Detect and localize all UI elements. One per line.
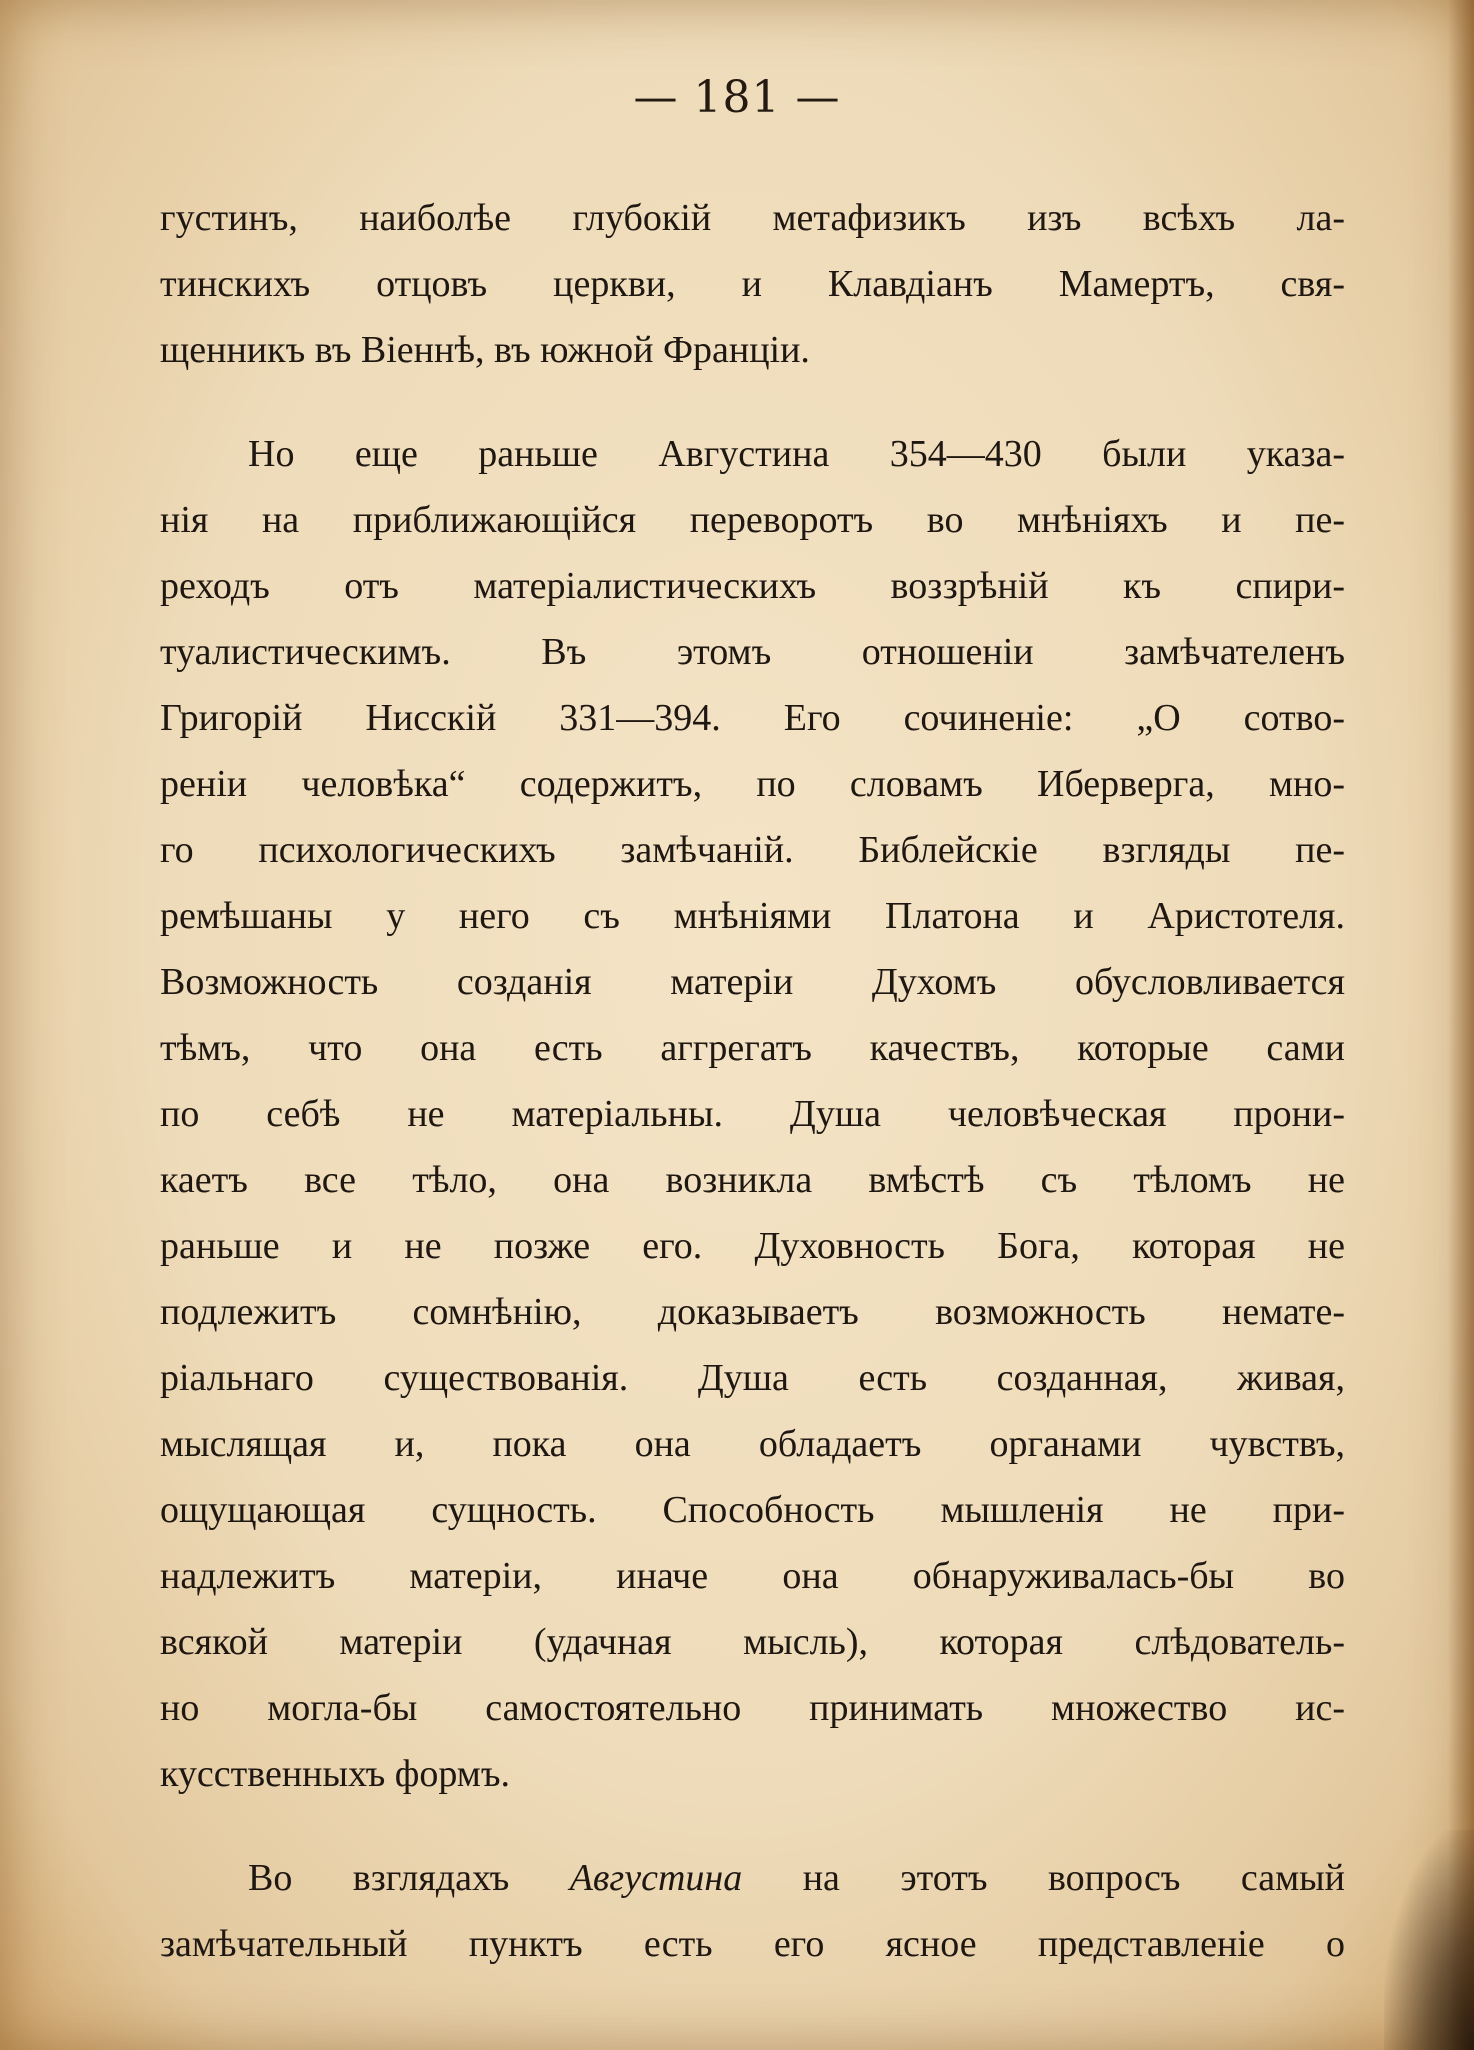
page-edge-shading [1448,0,1474,2050]
text-segment: на этотъ вопросъ самый [802,1857,1345,1899]
text-line: мыслящая и, пока она обладаетъ органами чувствъ, [160,1423,1345,1465]
paragraph [160,421,1345,1807]
text-line: густинъ, наиболѣе глубокій метафизикъ изъ всѣхъ ла- [160,197,1345,239]
text-line: ощущающая сущность. Способность мышленія не при- [160,1489,1345,1531]
paragraph [160,185,1345,383]
text-line: туалистическимъ. Въ этомъ отношеніи замѣчателенъ [160,631,1345,673]
emphasized-name: Августина [569,1857,743,1899]
text-line: подлежитъ сомнѣнію, доказываетъ возможность немате- [160,1291,1345,1333]
text-line: каетъ все тѣло, она возникла вмѣстѣ съ тѣломъ не [160,1159,1345,1201]
text-line: го психологическихъ замѣчаній. Библейскіе взгляды пе- [160,829,1345,871]
text-line: всякой матеріи (удачная мысль), которая слѣдователь- [160,1621,1345,1663]
text-line: раньше и не позже его. Духовность Бога, которая не [160,1225,1345,1267]
text-line [160,1845,1345,1911]
text-line: тинскихъ отцовъ церкви, и Клавдіанъ Мамертъ, свя- [160,263,1345,305]
text-line: реніи человѣка“ содержитъ, по словамъ Иберверга, мно- [160,763,1345,805]
text-line: надлежитъ матеріи, иначе она обнаруживалась-бы во [160,1555,1345,1597]
text-line: по себѣ не матеріальны. Душа человѣческая прони- [160,1093,1345,1135]
text-line: но могла-бы самостоятельно принимать множество ис- [160,1687,1345,1729]
text-line: щенникъ въ Віеннѣ, въ южной Франціи. [160,329,810,371]
text-line: ремѣшаны у него съ мнѣніями Платона и Аристотеля. [160,895,1345,937]
text-line: нія на приближающійся переворотъ во мнѣніяхъ и пе- [160,499,1345,541]
text-line: тѣмъ, что она есть аггрегатъ качествъ, которые сами [160,1027,1345,1069]
page-corner-shadow [1384,1830,1474,2050]
text-line: замѣчательный пунктъ есть его ясное представленіе о [160,1923,1345,1965]
page-number: — 181 — [633,72,841,123]
text-line: Но еще раньше Августина 354—430 были указа- [248,433,1345,475]
body-text [160,185,1345,1977]
text-line: Возможность созданія матеріи Духомъ обусловливается [160,961,1345,1003]
text-line: реходъ отъ матеріалистическихъ воззрѣній къ спири- [160,565,1345,607]
text-line: ріальнаго существованія. Душа есть созданная, живая, [160,1357,1345,1399]
text-segment: Во взглядахъ [248,1857,510,1899]
text-line: кусственныхъ формъ. [160,1753,510,1795]
paragraph [160,1845,1345,1977]
text-line: Григорій Нисскій 331—394. Его сочиненіе: „О сотво- [160,697,1345,739]
